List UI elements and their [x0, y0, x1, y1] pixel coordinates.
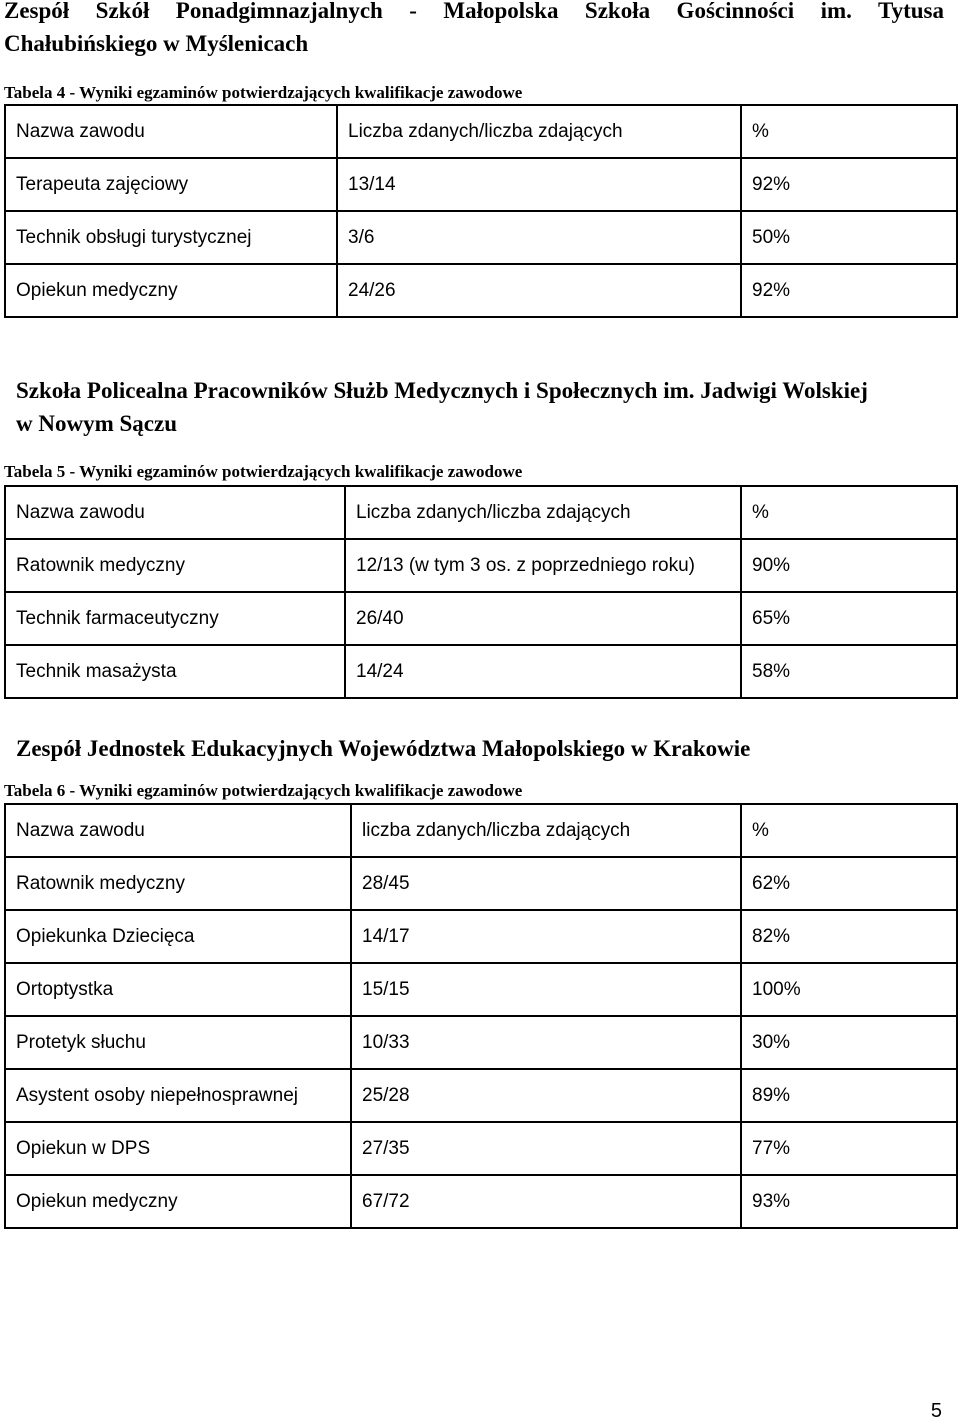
- cell-name: Ratownik medyczny: [5, 857, 351, 910]
- cell-name: Protetyk słuchu: [5, 1016, 351, 1069]
- table-header-row: [5, 486, 957, 539]
- cell-name: Asystent osoby niepełnosprawnej: [5, 1069, 351, 1122]
- cell-percent: 100%: [741, 963, 957, 1016]
- header-cell-percent: %: [741, 486, 957, 539]
- table-row: [5, 645, 957, 698]
- table-header-row: [5, 804, 957, 857]
- cell-name: Opiekun w DPS: [5, 1122, 351, 1175]
- header-cell-name: Nazwa zawodu: [5, 486, 345, 539]
- table-row: [5, 1175, 957, 1228]
- table-5: [4, 485, 958, 699]
- cell-percent: 62%: [741, 857, 957, 910]
- cell-count: 12/13 (w tym 3 os. z poprzedniego roku): [345, 539, 741, 592]
- cell-percent: 65%: [741, 592, 957, 645]
- header-cell-count: liczba zdanych/liczba zdających: [351, 804, 741, 857]
- cell-name: Ortoptystka: [5, 963, 351, 1016]
- section-1-school-line2: Chałubińskiego w Myślenicach: [4, 31, 309, 56]
- cell-percent: 92%: [741, 264, 957, 317]
- cell-name: Opiekunka Dziecięca: [5, 910, 351, 963]
- cell-count: 15/15: [351, 963, 741, 1016]
- cell-count: 27/35: [351, 1122, 741, 1175]
- table-row: [5, 910, 957, 963]
- header-cell-name: Nazwa zawodu: [5, 804, 351, 857]
- cell-name: Opiekun medyczny: [5, 264, 337, 317]
- table-6: [4, 803, 958, 1229]
- table-row: [5, 1122, 957, 1175]
- cell-percent: 89%: [741, 1069, 957, 1122]
- cell-name: Technik obsługi turystycznej: [5, 211, 337, 264]
- table-row: [5, 592, 957, 645]
- section-1-table-caption: Tabela 4 - Wyniki egzaminów potwierdzających kwalifikacje zawodowe: [4, 83, 523, 102]
- cell-percent: 58%: [741, 645, 957, 698]
- cell-percent: 30%: [741, 1016, 957, 1069]
- section-2-school-line2: w Nowym Sączu: [16, 411, 177, 436]
- cell-count: 28/45: [351, 857, 741, 910]
- table-header-row: [5, 105, 957, 158]
- cell-name: Opiekun medyczny: [5, 1175, 351, 1228]
- section-1-school-line1: Zespół Szkół Ponadgimnazjalnych - Małopolska Szkoła Gościnności im. Tytusa: [4, 0, 944, 23]
- table-row: [5, 963, 957, 1016]
- table-row: [5, 1016, 957, 1069]
- cell-count: 26/40: [345, 592, 741, 645]
- table-4: [4, 104, 958, 318]
- cell-name: Technik masażysta: [5, 645, 345, 698]
- cell-percent: 93%: [741, 1175, 957, 1228]
- cell-count: 10/33: [351, 1016, 741, 1069]
- cell-count: 14/17: [351, 910, 741, 963]
- section-2-table-caption: Tabela 5 - Wyniki egzaminów potwierdzających kwalifikacje zawodowe: [4, 462, 523, 481]
- table-row: [5, 158, 957, 211]
- section-3-school-heading: [16, 732, 946, 765]
- header-cell-count: Liczba zdanych/liczba zdających: [337, 105, 741, 158]
- section-2-school-line1: Szkoła Policealna Pracowników Służb Medycznych i Społecznych im. Jadwigi Wolskiej: [16, 378, 868, 403]
- section-1-school-heading: [4, 0, 944, 60]
- header-cell-count: Liczba zdanych/liczba zdających: [345, 486, 741, 539]
- header-cell-name: Nazwa zawodu: [5, 105, 337, 158]
- cell-count: 24/26: [337, 264, 741, 317]
- table-row: [5, 857, 957, 910]
- cell-count: 3/6: [337, 211, 741, 264]
- cell-percent: 50%: [741, 211, 957, 264]
- table-row: [5, 539, 957, 592]
- cell-name: Technik farmaceutyczny: [5, 592, 345, 645]
- header-cell-percent: %: [741, 105, 957, 158]
- cell-name: Ratownik medyczny: [5, 539, 345, 592]
- cell-percent: 77%: [741, 1122, 957, 1175]
- cell-count: 14/24: [345, 645, 741, 698]
- section-3-table-caption: Tabela 6 - Wyniki egzaminów potwierdzających kwalifikacje zawodowe: [4, 781, 523, 800]
- table-row: [5, 1069, 957, 1122]
- table-row: [5, 264, 957, 317]
- cell-percent: 90%: [741, 539, 957, 592]
- section-2-school-heading: [16, 374, 946, 440]
- cell-count: 67/72: [351, 1175, 741, 1228]
- table-row: [5, 211, 957, 264]
- section-3-school-line1: Zespół Jednostek Edukacyjnych Województwa Małopolskiego w Krakowie: [16, 736, 751, 761]
- cell-name: Terapeuta zajęciowy: [5, 158, 337, 211]
- cell-percent: 82%: [741, 910, 957, 963]
- cell-count: 13/14: [337, 158, 741, 211]
- cell-percent: 92%: [741, 158, 957, 211]
- header-cell-percent: %: [741, 804, 957, 857]
- page-number: 5: [930, 1400, 942, 1422]
- cell-count: 25/28: [351, 1069, 741, 1122]
